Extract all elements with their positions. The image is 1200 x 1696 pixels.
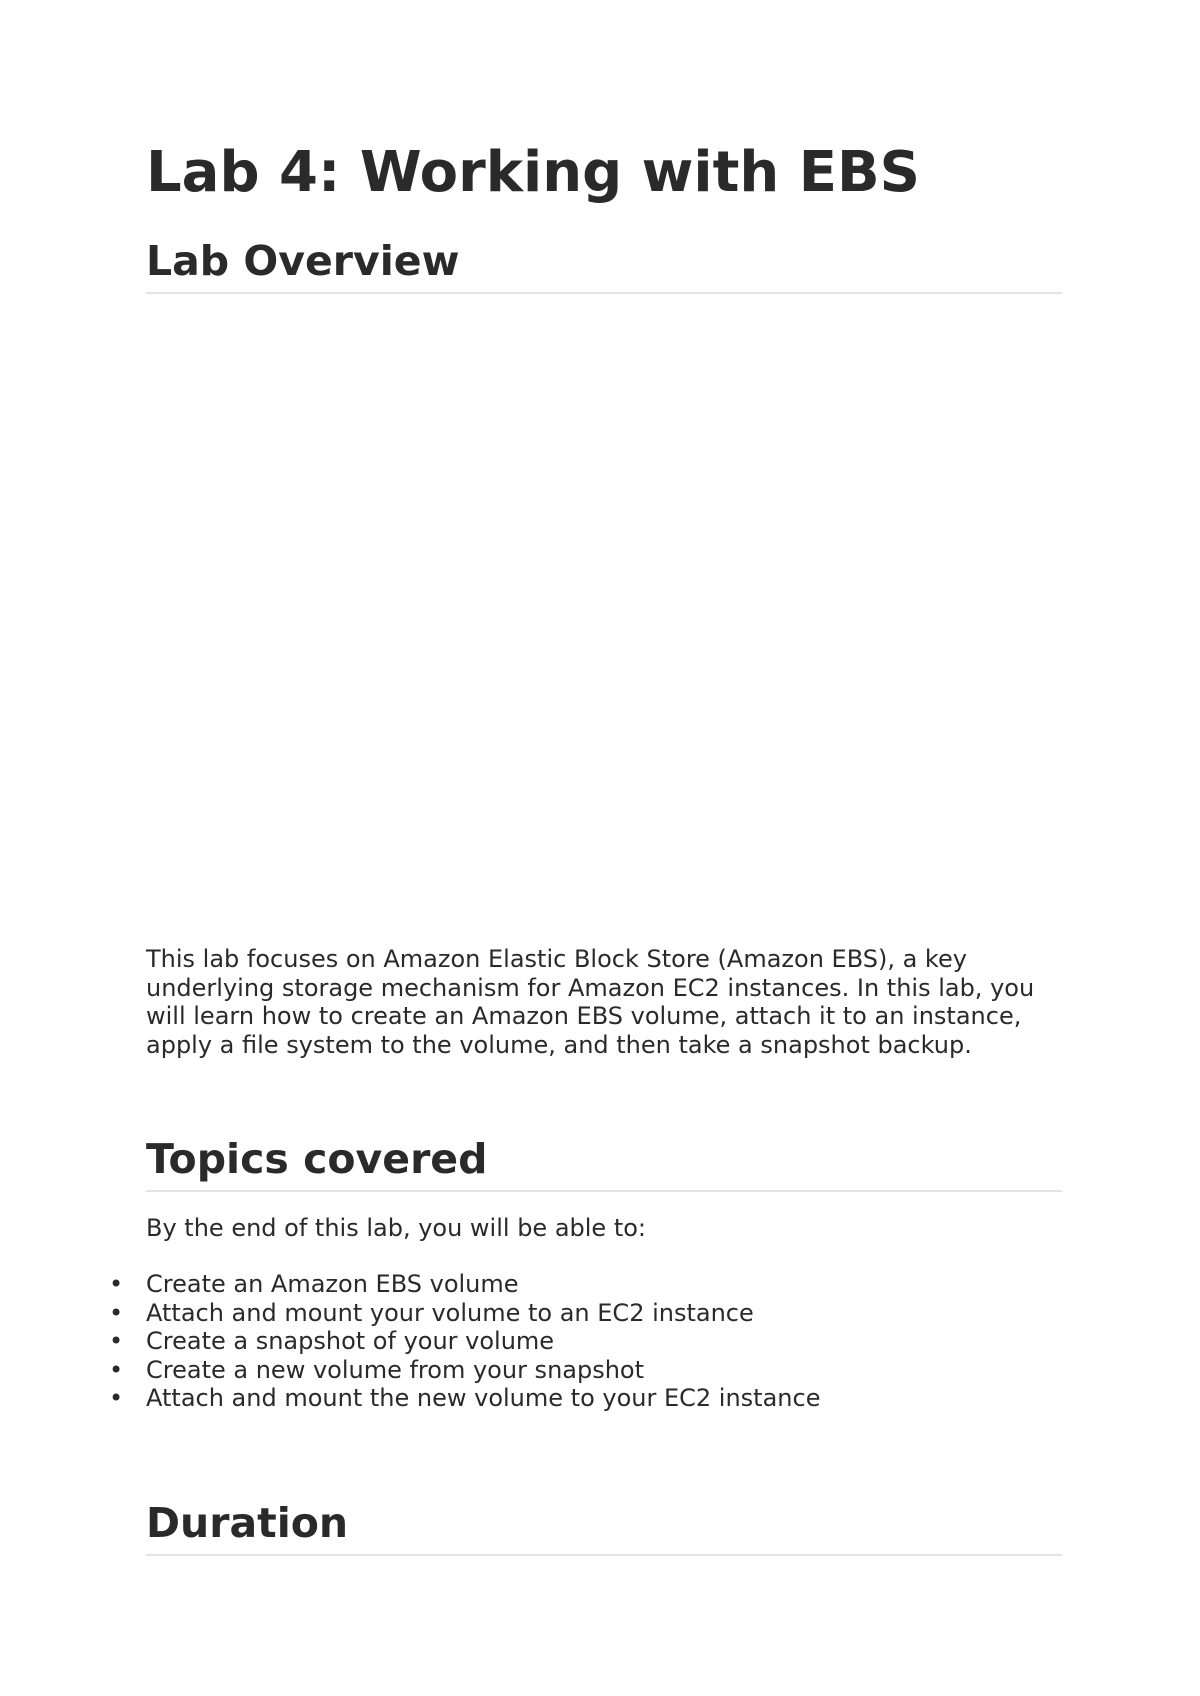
bullet-icon: • [109, 1327, 124, 1355]
list-item [109, 1298, 820, 1328]
list-item [109, 1270, 820, 1299]
list-item [109, 1327, 820, 1356]
list-item-text: Create a snapshot of your volume [146, 1327, 555, 1355]
list-item [109, 1355, 820, 1385]
topics-covered-heading: Topics covered [146, 1134, 1062, 1192]
list-item [109, 1384, 821, 1413]
list-item-text: Attach and mount your volume to an EC2 instance [146, 1298, 754, 1327]
lab-overview-heading: Lab Overview [146, 236, 1062, 294]
topics-list [109, 1270, 821, 1413]
topics-intro-text: By the end of this lab, you will be able to: [146, 1214, 647, 1242]
page-title: Lab 4: Working with EBS [146, 140, 920, 205]
list-item-text: Attach and mount the new volume to your EC2 instance [146, 1384, 821, 1412]
duration-heading: Duration [146, 1498, 1062, 1556]
figure-placeholder [146, 300, 1062, 940]
bullet-icon: • [109, 1355, 124, 1384]
list-item-text: Create an Amazon EBS volume [146, 1270, 519, 1298]
list-item-text: Create a new volume from your snapshot [146, 1355, 645, 1384]
bullet-icon: • [109, 1298, 124, 1327]
bullet-icon: • [109, 1384, 124, 1412]
lab-overview-paragraph: This lab focuses on Amazon Elastic Block Store (Amazon EBS), a key underlying storage mechanism for Amazon EC2 instances. In this lab, you will learn how to create an Amazon EBS volume, attach it to an instance, apply a file system to the volume, and then take a snapshot backup. [146, 945, 1035, 1059]
bullet-icon: • [109, 1270, 124, 1298]
